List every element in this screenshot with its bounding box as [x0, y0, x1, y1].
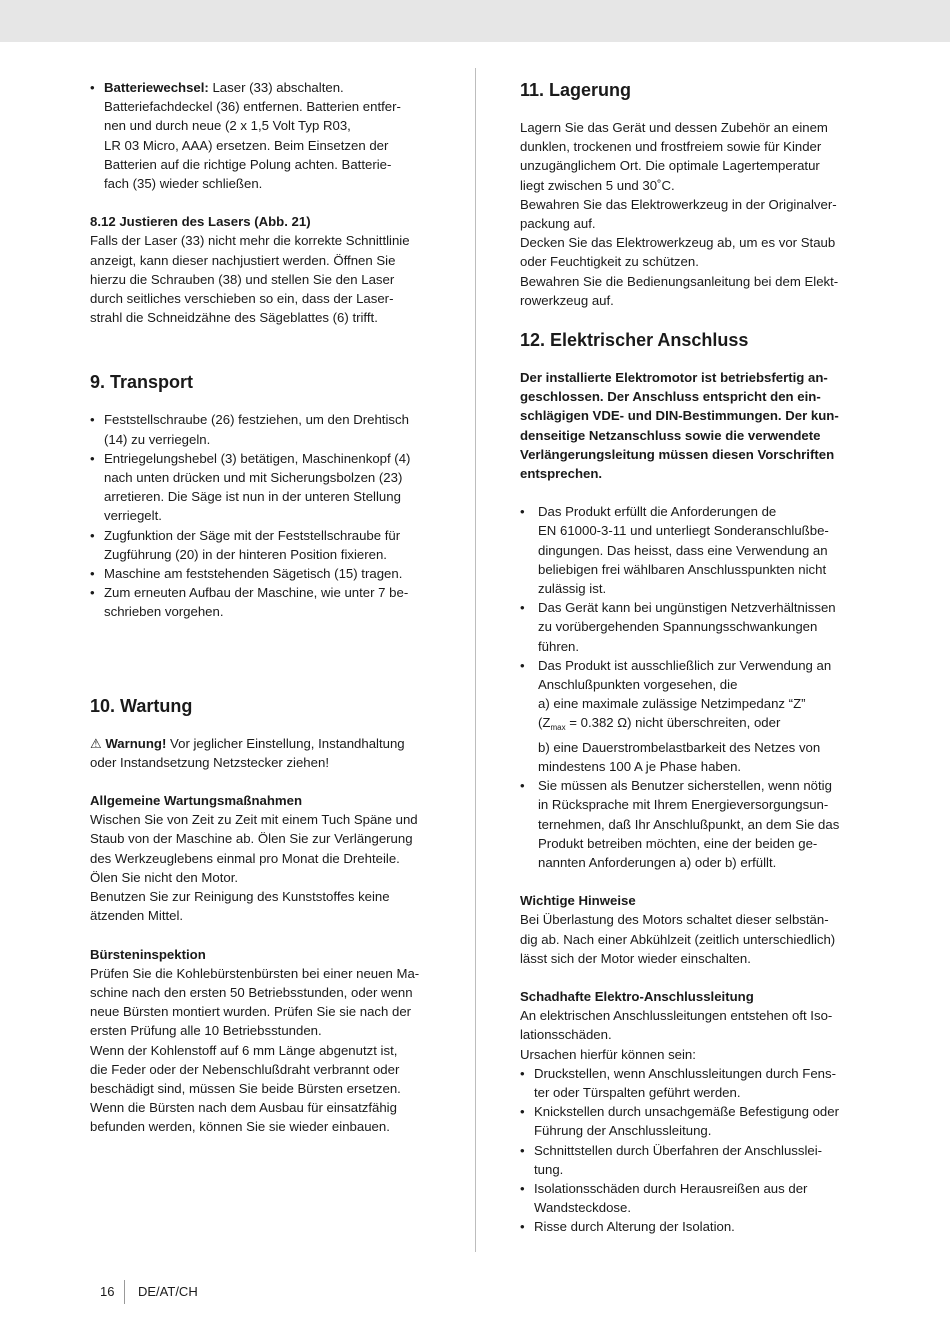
- section-title: 12. Elektrischer Anschluss: [520, 330, 749, 351]
- paragraph: Wischen Sie von Zeit zu Zeit mit einem Tuch Späne und Staub von der Maschine ab. Ölen Sie zur Verlängerung des Werkzeuglebens einmal pro Monat die Drehteile. Ölen Sie nicht den Motor. Benutzen Sie zur Reinigung des Kunststoffes keine ätzenden Mittel.: [90, 812, 418, 924]
- list-item: • Feststellschraube (26) festziehen, um den Drehtisch (14) zu verriegeln.: [90, 410, 435, 448]
- paragraph: Lagern Sie das Gerät und dessen Zubehör an einem dunklen, trockenen und frostfreiem sowie für Kinder unzugänglichem Ort. Die optimale Lagertemperatur liegt zwischen 5 und 30˚C. Bewahren Sie das Elektrowerkzeug in der Originalver- packung auf. Decken Sie das Elektrowerkzeug ab, um es vor Staub oder Feuchtigkeit zu schützen. Bewahren Sie die Bedienungsanleitung bei dem Elekt- rowerkzeug auf.: [520, 120, 839, 308]
- left-column: [90, 78, 435, 1137]
- list-item: • Knickstellen durch unsachgemäße Befestigung oder Führung der Anschlussleitung.: [520, 1102, 865, 1140]
- footer-divider: [124, 1280, 125, 1304]
- paragraph: Prüfen Sie die Kohlebürstenbürsten bei einer neuen Ma- schine nach den ersten 50 Betriebsstunden, oder wenn neue Bürsten montiert wurden. Prüfen Sie sie nach der ersten Prüfung alle 10 Betriebsstunden. Wenn der Kohlenstoff auf 6 mm Länge abgenutzt ist, die Feder oder der Nebenschlußdraht verbrannt oder beschädigt sind, müssen Sie beide Bürsten ersetzen. Wenn die Bürsten nach dem Ausbau für einsatzfähig befunden werden, können Sie sie wieder einbauen.: [90, 965, 420, 1135]
- sub-heading: Bürsteninspektion: [90, 946, 206, 962]
- list-item: • Druckstellen, wenn Anschlussleitungen durch Fens- ter oder Türspalten geführt werden.: [520, 1064, 865, 1102]
- list-item: • Sie müssen als Benutzer sicherstellen, wenn nötig in Rücksprache mit Ihrem Energieversorgungsun- ternehmen, daß Ihr Anschlußpunkt, an dem Sie das Produkt betreiben möchten, eine der beiden ge- nannten Anforderungen a) oder b) erfüllt.: [520, 776, 865, 872]
- region-label: DE/AT/CH: [138, 1284, 198, 1299]
- list-item: • Entriegelungshebel (3) betätigen, Maschinenkopf (4) nach unten drücken und mit Sicherungsbolzen (23) arretieren. Die Säge ist nun in der unteren Stellung verriegelt.: [90, 449, 435, 526]
- list-item: • Isolationsschäden durch Herausreißen aus der Wandsteckdose.: [520, 1179, 865, 1217]
- warning-paragraph: ⚠ Warnung! Vor jeglicher Einstellung, Instandhaltung oder Instandsetzung Netzstecker ziehen!: [90, 735, 405, 770]
- list-item: • Zum erneuten Aufbau der Maschine, wie unter 7 be- schrieben vorgehen.: [90, 583, 435, 621]
- paragraph: An elektrischen Anschlussleitungen entstehen oft Iso- lationsschäden. Ursachen hierfür können sein:: [520, 1008, 833, 1062]
- top-bar: [0, 0, 950, 42]
- list-item: • Zugfunktion der Säge mit der Feststellschraube für Zugführung (20) in der hinteren Position fixieren.: [90, 526, 435, 564]
- section-heading: 8.12 Justieren des Lasers (Abb. 21): [90, 214, 311, 230]
- anschluss-list: [520, 502, 865, 872]
- list-item: • Das Produkt erfüllt die Anforderungen de EN 61000-3-11 und unterliegt Sonderanschlußbe- dingungen. Das heisst, dass eine Verwendung an beliebigen frei wählbaren Anschlusspunkten nicht zulässig ist.: [520, 502, 865, 598]
- paragraph: Falls der Laser (33) nicht mehr die korrekte Schnittlinie anzeigt, kann dieser nachjustiert werden. Öffnen Sie hierzu die Schrauben (38) und stellen Sie den Laser durch seitliches verschieben so ein, dass der Laser- strahl die Schneidzähne des Sägeblattes (6) trifft.: [90, 233, 410, 326]
- intro-paragraph: Der installierte Elektromotor ist betriebsfertig an- geschlossen. Der Anschluss entspricht den ein- schlägigen VDE- und DIN-Bestimmungen. Der kun- denseitige Netzanschluss sowie die verwendete Verlängerungsleitung müssen diesen Vorschriften entsprechen.: [520, 370, 839, 482]
- warning-icon: ⚠: [90, 735, 102, 751]
- list-item: • Das Gerät kann bei ungünstigen Netzverhältnissen zu vorübergehenden Spannungsschwankungen führen.: [520, 598, 865, 656]
- section-title: 10. Wartung: [90, 695, 193, 716]
- battery-list: [90, 78, 435, 193]
- paragraph: Bei Überlastung des Motors schaltet dieser selbstän- dig ab. Nach einer Abkühlzeit (zeitlich unterschiedlich) lässt sich der Motor wieder einschalten.: [520, 912, 836, 966]
- right-column: [520, 78, 865, 1237]
- list-item: • Risse durch Alterung der Isolation.: [520, 1217, 865, 1236]
- transport-list: [90, 410, 435, 621]
- sub-heading: Schadhafte Elektro-Anschlussleitung: [520, 988, 754, 1004]
- sub-heading: Wichtige Hinweise: [520, 893, 636, 909]
- section-title: 11. Lagerung: [520, 80, 632, 100]
- page-footer: [100, 1280, 198, 1304]
- section-title: 9. Transport: [90, 372, 194, 393]
- sub-heading: Allgemeine Wartungsmaßnahmen: [90, 793, 303, 809]
- list-item: • Maschine am feststehenden Sägetisch (15) tragen.: [90, 564, 435, 583]
- list-item: • Schnittstellen durch Überfahren der Anschlusslei- tung.: [520, 1141, 865, 1179]
- column-divider: [475, 68, 476, 1252]
- list-item: • Batteriewechsel: Laser (33) abschalten. Batteriefachdeckel (36) entfernen. Batterien entfer- nen und durch neue (2 x 1,5 Volt Typ R03, LR 03 Micro, AAA) ersetzen. Beim Einsetzen der Batterien auf die richtige Polung achten. Batterie- fach (35) wieder schließen.: [90, 78, 435, 193]
- page-number: 16: [100, 1284, 115, 1299]
- list-item: • Das Produkt ist ausschließlich zur Verwendung an Anschlußpunkten vorgesehen, die a) eine maximale zulässige Netzimpedanz “Z” ($Z_{max} = 0.382$ Ω) nicht überschreiten, oder b) eine Dauerstrombelastbarkeit des Netzes von mindestens 100 A je Phase haben.: [520, 656, 865, 776]
- causes-list: [520, 1064, 865, 1237]
